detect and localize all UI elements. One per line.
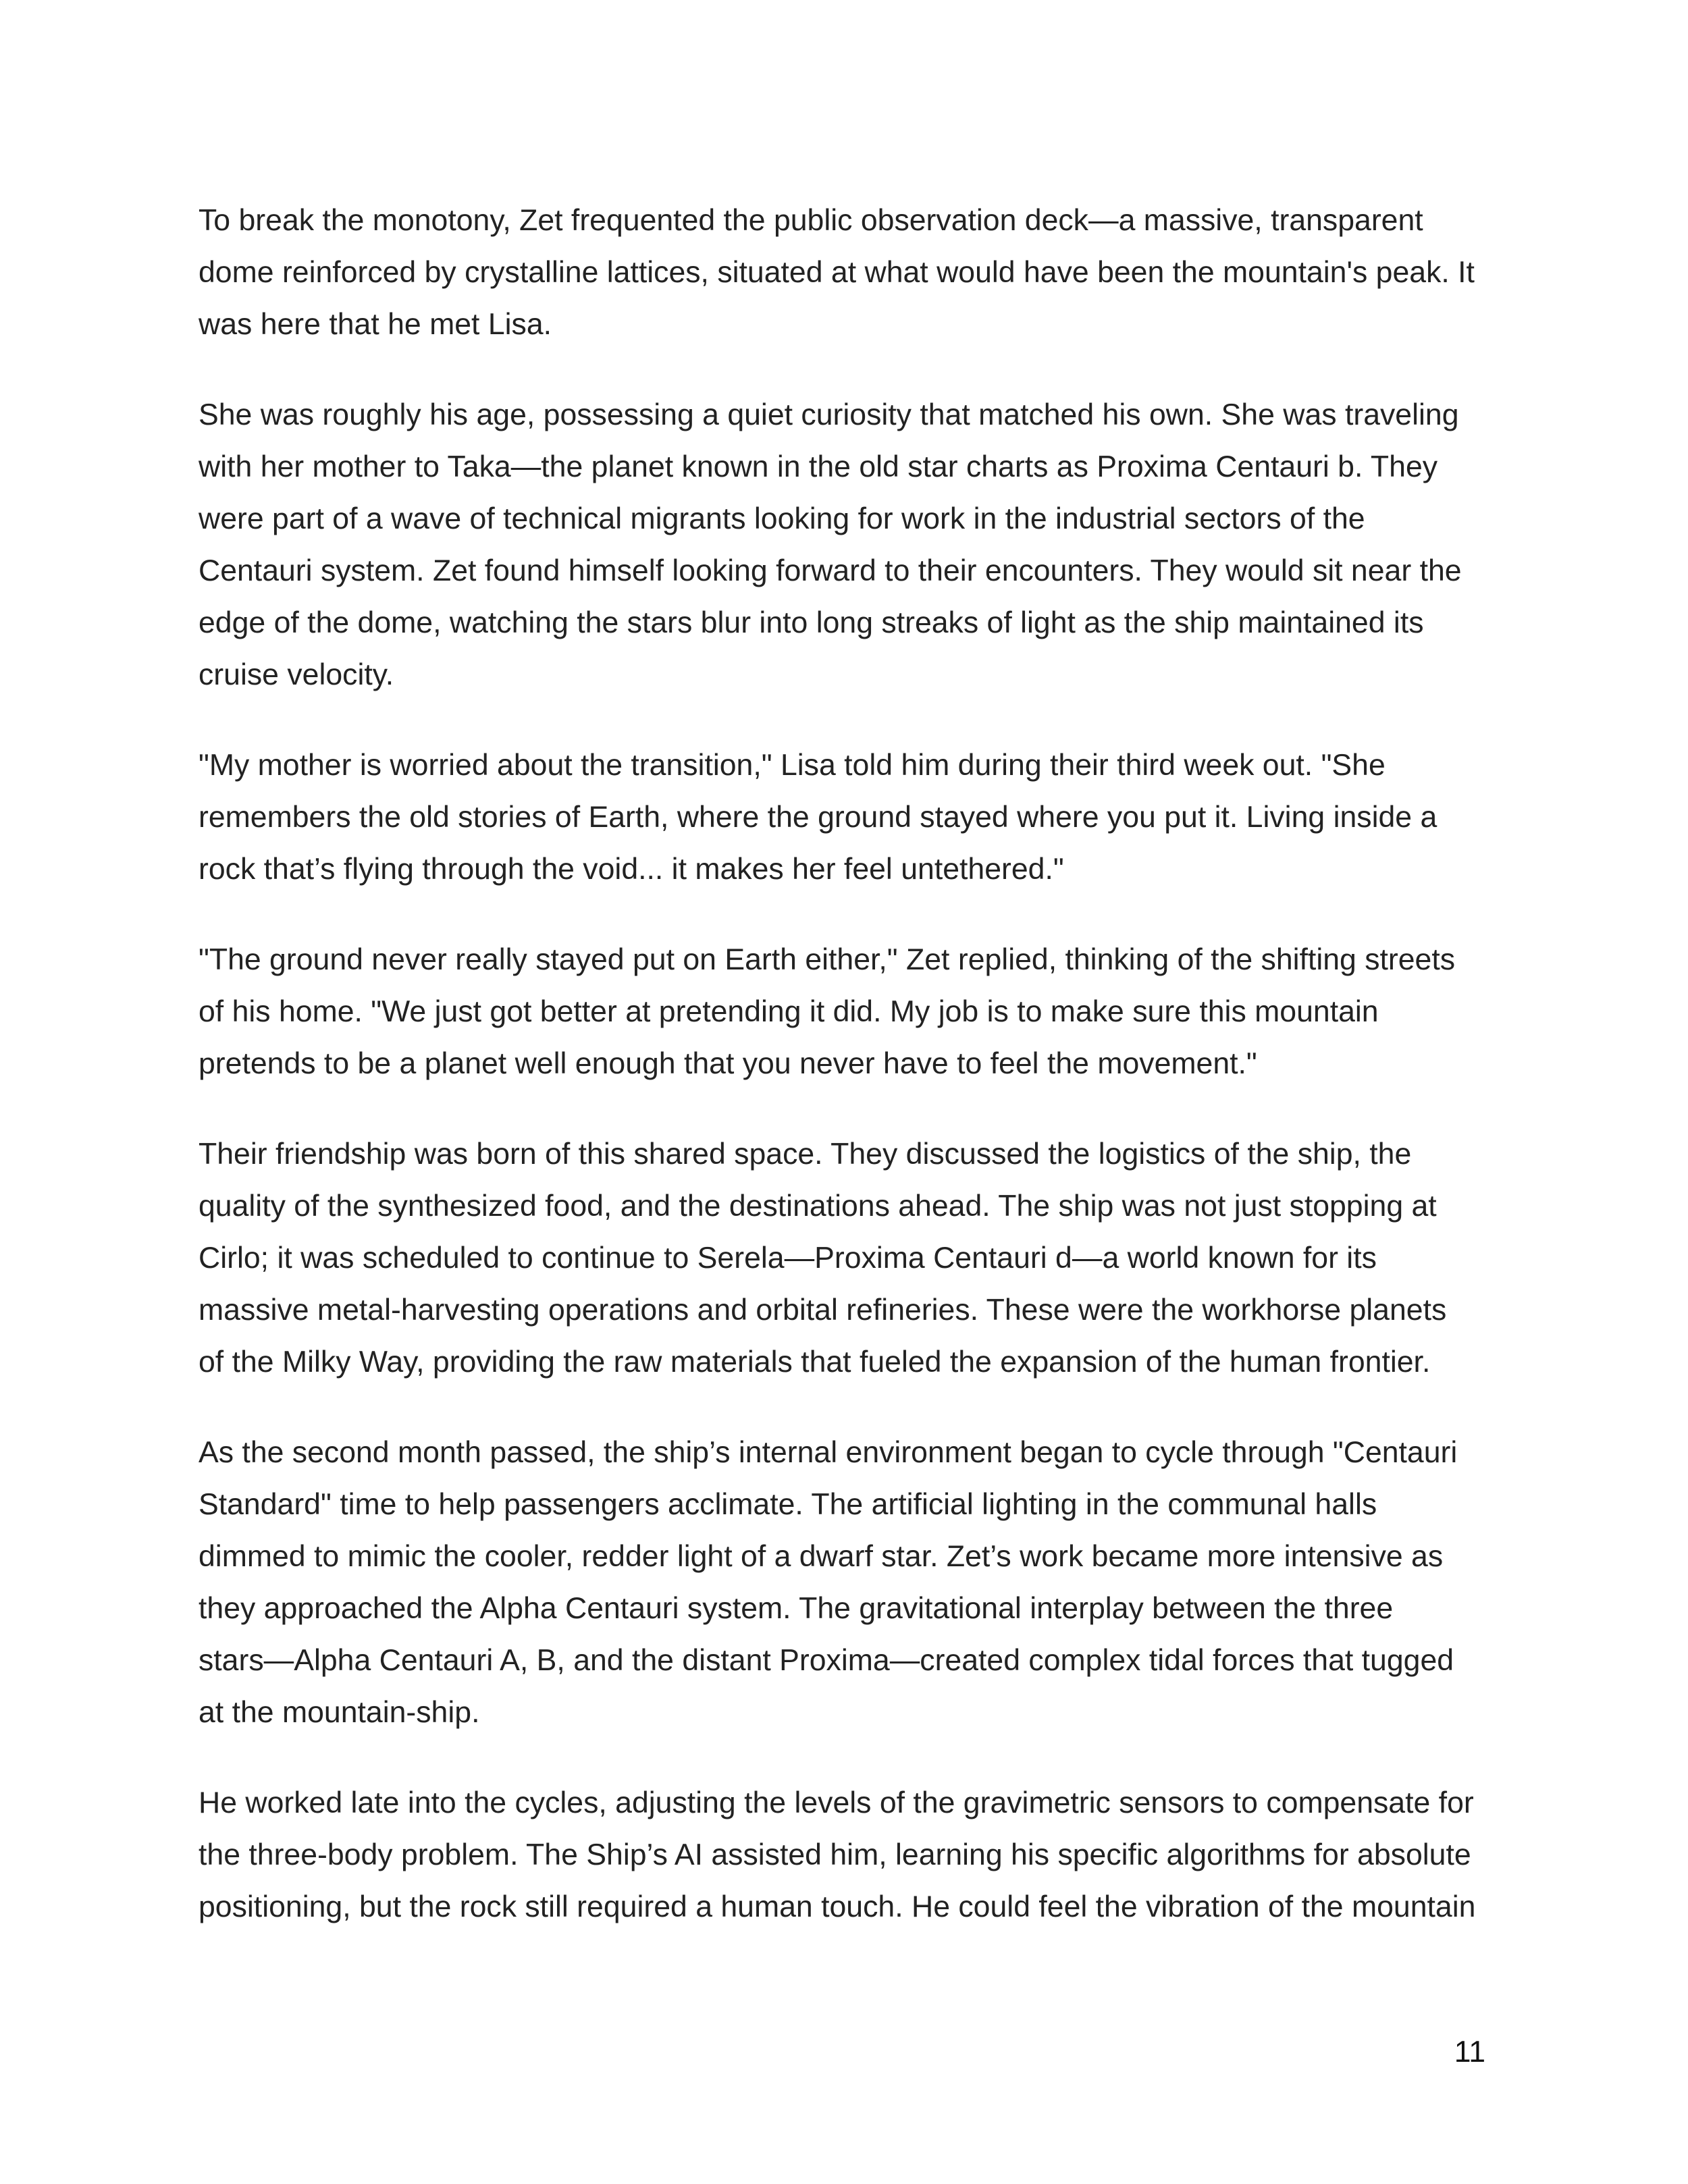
- text-line: cruise velocity.: [199, 658, 394, 691]
- text-line: were part of a wave of technical migrants looking for work in the industrial sectors of the: [199, 502, 1365, 535]
- text-line: As the second month passed, the ship’s internal environment began to cycle through "Centauri: [199, 1436, 1458, 1469]
- paragraph: [199, 194, 1505, 350]
- paragraph: [199, 389, 1505, 701]
- text-line: the three-body problem. The Ship’s AI assisted him, learning his specific algorithms for absolute: [199, 1838, 1471, 1871]
- text-line: Their friendship was born of this shared space. They discussed the logistics of the ship, the: [199, 1138, 1412, 1171]
- text-line: of his home. "We just got better at pretending it did. My job is to make sure this mountain: [199, 995, 1379, 1028]
- text-line: stars—Alpha Centauri A, B, and the distant Proxima—created complex tidal forces that tugged: [199, 1644, 1454, 1677]
- text-line: He worked late into the cycles, adjusting the levels of the gravimetric sensors to compensate for: [199, 1786, 1474, 1819]
- paragraph: [199, 739, 1505, 895]
- text-line: pretends to be a planet well enough that you never have to feel the movement.": [199, 1047, 1257, 1080]
- text-line: edge of the dome, watching the stars blur into long streaks of light as the ship maintained its: [199, 606, 1424, 639]
- paragraph: [199, 1427, 1505, 1738]
- body-text: [199, 194, 1505, 1971]
- text-line: Cirlo; it was scheduled to continue to Serela—Proxima Centauri d—a world known for its: [199, 1242, 1377, 1275]
- text-line: "My mother is worried about the transition," Lisa told him during their third week out. "She: [199, 749, 1386, 782]
- paragraph: [199, 1128, 1505, 1388]
- text-line: Centauri system. Zet found himself looking forward to their encounters. They would sit near the: [199, 554, 1462, 587]
- text-line: dimmed to mimic the cooler, redder light of a dwarf star. Zet’s work became more intensive as: [199, 1540, 1444, 1573]
- text-line: of the Milky Way, providing the raw materials that fueled the expansion of the human frontier.: [199, 1346, 1431, 1379]
- text-line: they approached the Alpha Centauri system. The gravitational interplay between the three: [199, 1592, 1394, 1625]
- text-line: dome reinforced by crystalline lattices, situated at what would have been the mountain's peak. It: [199, 256, 1475, 289]
- page-number: 11: [1454, 2035, 1485, 2069]
- text-line: positioning, but the rock still required a human touch. He could feel the vibration of the mountain: [199, 1890, 1476, 1923]
- text-line: To break the monotony, Zet frequented the public observation deck—a massive, transparent: [199, 204, 1423, 237]
- text-line: remembers the old stories of Earth, where the ground stayed where you put it. Living inside a: [199, 801, 1438, 834]
- text-line: "The ground never really stayed put on Earth either," Zet replied, thinking of the shifting streets: [199, 943, 1456, 976]
- text-line: at the mountain-ship.: [199, 1696, 480, 1729]
- paragraph: [199, 1777, 1505, 1933]
- text-line: quality of the synthesized food, and the destinations ahead. The ship was not just stopping at: [199, 1190, 1437, 1223]
- text-line: rock that’s flying through the void... it makes her feel untethered.": [199, 853, 1064, 886]
- text-line: She was roughly his age, possessing a quiet curiosity that matched his own. She was traveling: [199, 398, 1459, 431]
- text-line: was here that he met Lisa.: [199, 308, 552, 341]
- text-line: massive metal-harvesting operations and orbital refineries. These were the workhorse planets: [199, 1294, 1447, 1327]
- text-line: Standard" time to help passengers acclimate. The artificial lighting in the communal halls: [199, 1488, 1377, 1521]
- paragraph: [199, 934, 1505, 1090]
- text-line: with her mother to Taka—the planet known in the old star charts as Proxima Centauri b. They: [199, 450, 1438, 483]
